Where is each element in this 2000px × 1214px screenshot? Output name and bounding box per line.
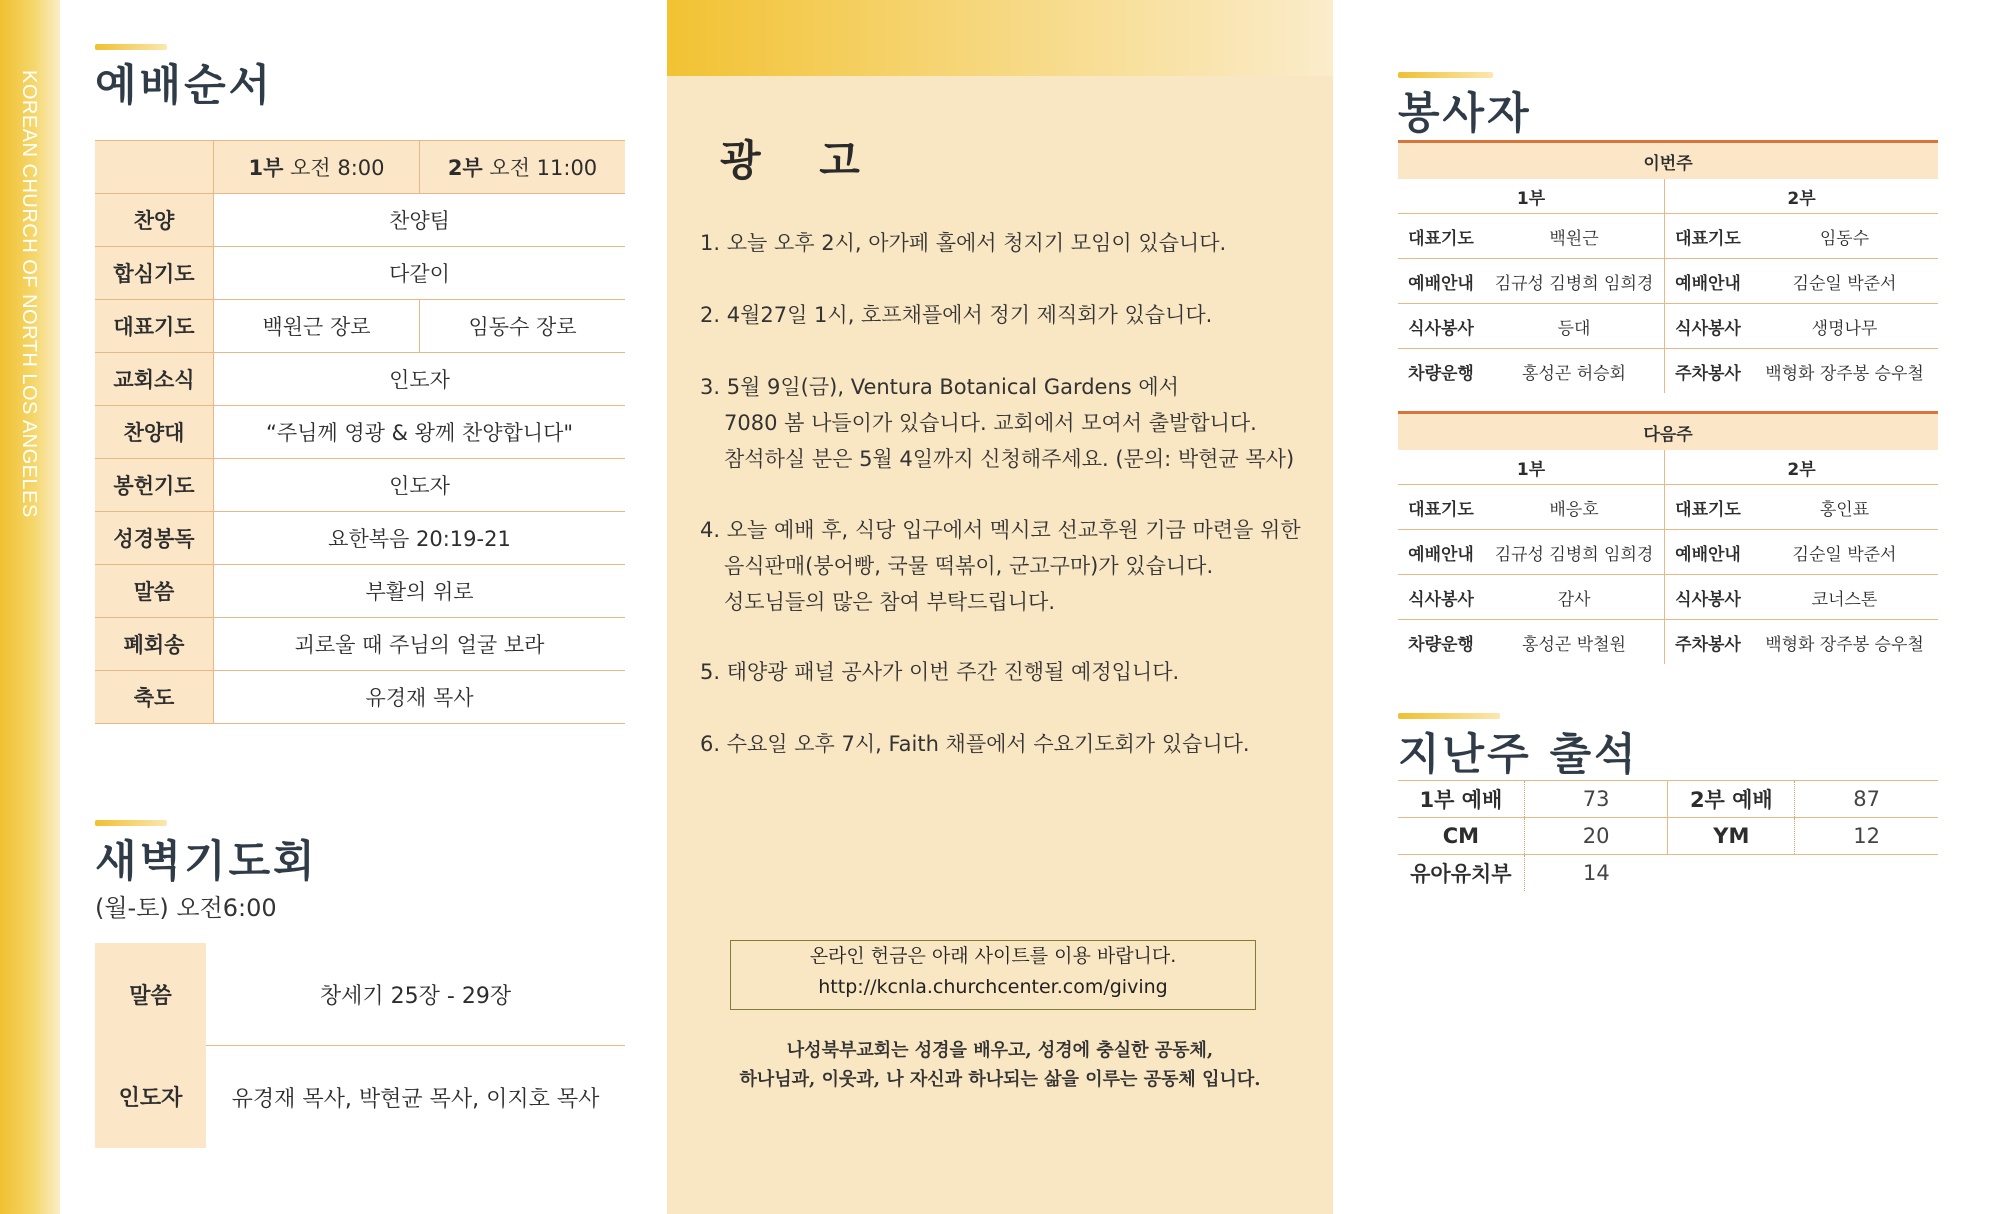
- role-label: 대표기도: [1398, 485, 1484, 530]
- table-row: [95, 943, 625, 1046]
- group-label: 유아유치부: [1398, 855, 1524, 892]
- announcements-title: 광 고: [720, 136, 882, 185]
- role-value: 백원근: [1484, 214, 1665, 259]
- table-row: [1398, 620, 1938, 665]
- announcement-item: 5. 태양광 패널 공사가 이번 주간 진행될 예정입니다.: [700, 660, 1180, 684]
- giving-url[interactable]: http://kcnla.churchcenter.com/giving: [818, 976, 1168, 998]
- table-row: [95, 353, 625, 406]
- part-header-row: [1398, 450, 1938, 485]
- group-label: CM: [1398, 818, 1524, 855]
- part2-header: 2부: [1665, 179, 1939, 214]
- group-count: 20: [1524, 818, 1668, 855]
- announcement-item: 3. 5월 9일(금), Ventura Botanical Gardens 에서 7080 봄 나들이가 있습니다. 교회에서 모여서 출발합니다. 참석하실 분은 5월 4일까지 신청해주세요. (문의: 박현균 목사): [700, 375, 1295, 471]
- role-label: 대표기도: [1398, 214, 1484, 259]
- empty-cell: [1795, 855, 1938, 892]
- part1-header: 1부 오전 8:00: [214, 141, 420, 194]
- role-value: 김순일 박준서: [1751, 259, 1938, 304]
- dawn-prayer-title: 새벽기도회: [95, 837, 318, 887]
- part2-header: 2부 오전 11:00: [420, 141, 626, 194]
- row-label: 봉헌기도: [95, 459, 214, 512]
- role-value: 홍성곤 박철원: [1522, 634, 1626, 655]
- row-value: 유경재 목사, 박현균 목사, 이지호 목사: [231, 1086, 600, 1112]
- group-count: 87: [1795, 781, 1938, 818]
- group-count: 12: [1795, 818, 1938, 855]
- table-row: [1398, 575, 1938, 620]
- servers-next-week-table: [1398, 411, 1938, 664]
- group-label: 1부 예배: [1398, 781, 1524, 818]
- role-value: 등대: [1484, 304, 1665, 349]
- role-label: 대표기도: [1665, 214, 1752, 259]
- role-value: 김규성 김병희 임희경: [1484, 259, 1665, 304]
- table-row: [95, 406, 625, 459]
- church-name-vertical: KOREAN CHURCH OF NORTH LOS ANGELES: [18, 70, 40, 518]
- part1-header: 1부: [1398, 179, 1665, 214]
- row-label: 성경봉독: [95, 512, 214, 565]
- order-title: 예배순서: [95, 61, 274, 111]
- row-value: 인도자: [214, 459, 626, 512]
- table-row: [95, 618, 625, 671]
- table-row: [95, 1046, 625, 1149]
- row-value-part2: 임동수 장로: [420, 300, 626, 353]
- row-label: 축도: [95, 671, 214, 724]
- section-heading-row: [1398, 142, 1938, 180]
- role-value: 임동수: [1751, 214, 1938, 259]
- row-label: 인도자: [95, 1046, 206, 1149]
- role-value: 배응호: [1484, 485, 1665, 530]
- table-row: [1398, 781, 1938, 818]
- table-row: [1398, 304, 1938, 349]
- row-value: 창세기 25장 - 29장: [206, 943, 625, 1046]
- role-label: 대표기도: [1665, 485, 1752, 530]
- attendance-title: 지난주 출석: [1398, 730, 1639, 780]
- group-count: 73: [1524, 781, 1668, 818]
- announcement-item: 4. 오늘 예배 후, 식당 입구에서 멕시코 선교후원 기금 마련을 위한 음식판매(붕어빵, 국물 떡볶이, 군고구마)가 있습니다. 성도님들의 많은 참여 부탁드립니다.: [700, 518, 1301, 614]
- role-value: 백형화 장주봉 승우철: [1765, 634, 1924, 655]
- row-label: 찬양대: [95, 406, 214, 459]
- table-row: [1398, 259, 1938, 304]
- role-label: 예배안내: [1398, 530, 1484, 575]
- section-heading-row: [1398, 413, 1938, 451]
- title-accent-bar: [1398, 72, 1493, 78]
- row-label: 교회소식: [95, 353, 214, 406]
- role-value: 코너스톤: [1751, 575, 1938, 620]
- empty-cell: [1668, 855, 1795, 892]
- worship-order-table: [95, 140, 625, 724]
- row-value: 부활의 위로: [214, 565, 626, 618]
- dawn-prayer-subtitle: (월-토) 오전6:00: [95, 894, 277, 922]
- table-header-row: [95, 141, 625, 194]
- role-label: 예배안내: [1665, 259, 1752, 304]
- title-accent-bar: [1398, 713, 1500, 719]
- online-giving-box: [730, 940, 1256, 1010]
- role-label: 차량운행: [1408, 634, 1474, 655]
- role-label: 차량운행: [1408, 363, 1474, 384]
- dawn-prayer-table: [95, 943, 625, 1148]
- group-label: YM: [1668, 818, 1795, 855]
- row-value: 괴로울 때 주님의 얼굴 보라: [214, 618, 626, 671]
- row-value: “주님께 영광 & 왕께 찬양합니다": [214, 406, 626, 459]
- group-count: 14: [1582, 861, 1610, 885]
- role-label: 주차봉사: [1665, 620, 1752, 665]
- announcements-header-band: [667, 0, 1333, 76]
- role-label: 식사봉사: [1665, 575, 1752, 620]
- servers-this-week-table: [1398, 140, 1938, 393]
- role-value: 홍성곤 허승회: [1522, 363, 1626, 384]
- table-row: [1398, 530, 1938, 575]
- part1-header: 1부: [1398, 450, 1665, 485]
- row-label: 폐회송: [95, 618, 214, 671]
- table-row: [95, 671, 625, 724]
- table-row: [95, 512, 625, 565]
- this-week-heading: 이번주: [1398, 142, 1938, 180]
- role-value: 김순일 박준서: [1751, 530, 1938, 575]
- table-row: [95, 247, 625, 300]
- role-value: 홍인표: [1751, 485, 1938, 530]
- role-label: 주차봉사: [1665, 349, 1752, 394]
- role-value: 생명나무: [1751, 304, 1938, 349]
- servers-title: 봉사자: [1398, 89, 1532, 139]
- announcement-item: 6. 수요일 오후 7시, Faith 채플에서 수요기도회가 있습니다.: [700, 732, 1250, 756]
- next-week-heading: 다음주: [1398, 413, 1938, 451]
- group-label: 2부 예배: [1668, 781, 1795, 818]
- role-label: 예배안내: [1398, 259, 1484, 304]
- row-value: 유경재 목사: [214, 671, 626, 724]
- table-row: [95, 565, 625, 618]
- table-row: [1398, 855, 1938, 892]
- giving-text: 온라인 헌금은 아래 사이트를 이용 바랍니다.: [809, 945, 1177, 967]
- row-value: 요한복음 20:19-21: [214, 512, 626, 565]
- table-row: [1398, 818, 1938, 855]
- table-row: [1398, 485, 1938, 530]
- title-accent-bar: [95, 820, 167, 826]
- role-label: 식사봉사: [1398, 304, 1484, 349]
- mission-statement: 나성북부교회는 성경을 배우고, 성경에 충실한 공동체, 하나님과, 이웃과, 나 자신과 하나되는 삶을 이루는 공동체 입니다.: [739, 1040, 1261, 1090]
- role-label: 식사봉사: [1398, 575, 1484, 620]
- row-label: 대표기도: [95, 300, 214, 353]
- row-value-part1: 백원근 장로: [214, 300, 420, 353]
- table-row: [95, 459, 625, 512]
- attendance-table: [1398, 780, 1938, 891]
- role-value: 백형화 장주봉 승우철: [1765, 363, 1924, 384]
- table-row: [95, 300, 625, 353]
- table-row: [1398, 214, 1938, 259]
- role-label: 식사봉사: [1665, 304, 1752, 349]
- row-value: 찬양팀: [214, 194, 626, 247]
- part-header-row: [1398, 179, 1938, 214]
- table-row: [1398, 349, 1938, 394]
- row-label: 합심기도: [95, 247, 214, 300]
- row-label: 찬양: [95, 194, 214, 247]
- header-empty-cell: [95, 141, 214, 194]
- part2-header: 2부: [1665, 450, 1939, 485]
- side-bar: [0, 0, 60, 1214]
- row-value: 다같이: [214, 247, 626, 300]
- announcement-item: 1. 오늘 오후 2시, 아가페 홀에서 청지기 모임이 있습니다.: [700, 231, 1227, 255]
- role-value: 감사: [1484, 575, 1665, 620]
- role-label: 예배안내: [1665, 530, 1752, 575]
- title-accent-bar: [95, 44, 167, 50]
- table-row: [95, 194, 625, 247]
- role-value: 김규성 김병희 임희경: [1484, 530, 1665, 575]
- row-label: 말씀: [95, 565, 214, 618]
- announcement-item: 2. 4월27일 1시, 호프채플에서 정기 제직회가 있습니다.: [700, 303, 1213, 327]
- row-value: 인도자: [214, 353, 626, 406]
- row-label: 말씀: [95, 943, 206, 1046]
